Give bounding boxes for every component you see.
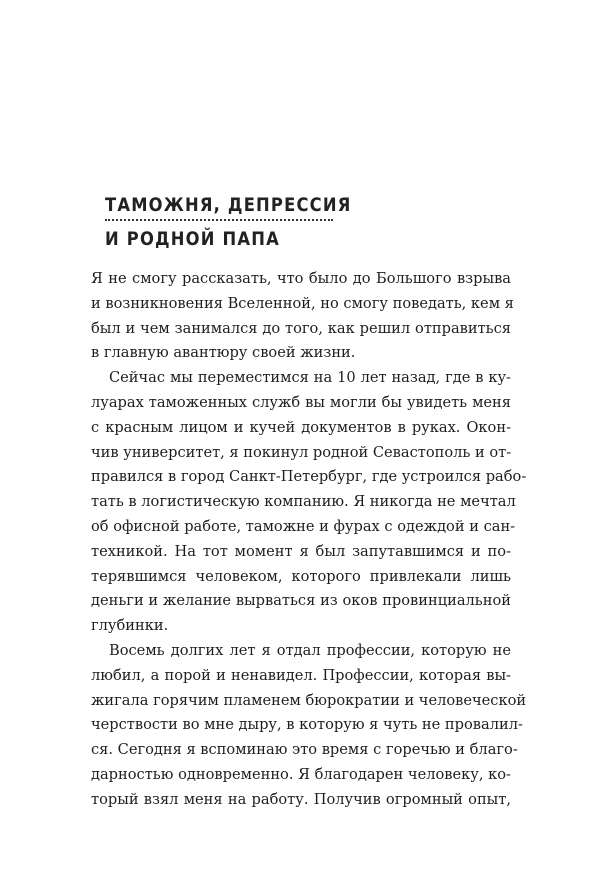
body-line: ся. Сегодня я вспоминаю это время с горечью и благо-	[91, 741, 518, 759]
body-line: с красным лицом и кучей документов в руках. Окон-	[91, 418, 511, 436]
body-line: в главную авантюру своей жизни.	[91, 344, 356, 362]
body-line: правился в город Санкт-Петербург, где устроился рабо-	[91, 468, 527, 486]
body-line: был и чем занимался до того, как решил отправиться	[91, 319, 511, 337]
body-line: тать в логистическую компанию. Я никогда не мечтал	[91, 493, 516, 511]
chapter-title	[105, 188, 352, 256]
chapter-title-line-2: И РОДНОЙ ПАПА	[105, 228, 281, 250]
body-line: луарах таможенных служб вы могли бы увидеть меня	[91, 393, 511, 411]
body-line: деньги и желание вырваться из оков провинциальной	[91, 592, 511, 610]
body-line: терявшимся человеком, которого привлекали лишь	[91, 567, 511, 585]
body-line: торый взял меня на работу. Получив огромный опыт,	[91, 790, 511, 808]
body-line: Я не смогу рассказать, что было до Большого взрыва	[91, 270, 511, 287]
body-line: Восемь долгих лет я отдал профессии, которую не	[109, 641, 511, 659]
body-line: Сейчас мы переместимся на 10 лет назад, где в ку-	[109, 369, 511, 387]
body-line: чив университет, я покинул родной Севастополь и от-	[91, 443, 512, 461]
body-text	[91, 267, 527, 813]
body-line: техникой. На тот момент я был запутавшимся и по-	[91, 542, 511, 560]
body-line: и возникновения Вселенной, но смогу поведать, кем я	[91, 294, 514, 312]
title-dotted-divider	[105, 219, 333, 221]
body-line: об офисной работе, таможне и фурах с одеждой и сан-	[91, 517, 516, 535]
body-line: дарностью одновременно. Я благодарен человеку, ко-	[91, 765, 511, 783]
body-line: глубинки.	[91, 617, 169, 635]
body-line: любил, а порой и ненавидел. Профессии, которая вы-	[91, 666, 511, 684]
body-line: черствости во мне дыру, в которую я чуть не провалил-	[91, 716, 523, 734]
chapter-title-line-1: ТАМОЖНЯ, ДЕПРЕССИЯ	[105, 194, 352, 216]
body-line: жигала горячим пламенем бюрократии и человеческой	[91, 691, 527, 709]
